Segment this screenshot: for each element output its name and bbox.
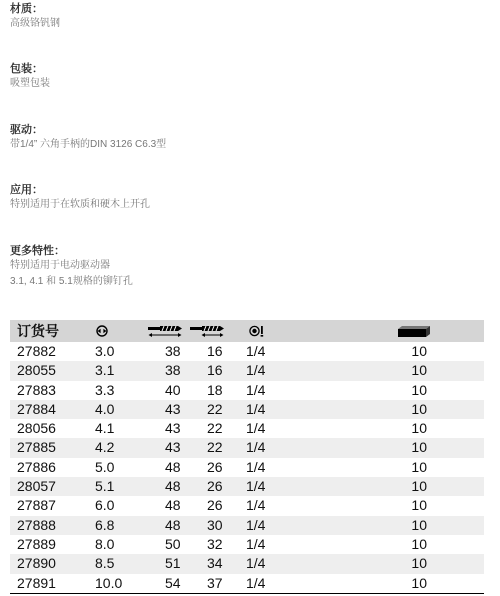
diameter-cell: 5.1	[95, 478, 115, 495]
table-body	[10, 342, 484, 594]
package-quantity-cell: 10	[411, 400, 427, 417]
order-number-cell: 27890	[17, 555, 56, 572]
order-number-cell: 27884	[17, 400, 56, 417]
section-value-feature-1: 特别适用于电动驱动器	[10, 260, 110, 271]
shank-cell: 1/4	[246, 362, 266, 379]
diameter-cell: 3.1	[95, 362, 115, 379]
total-length-cell: 50	[165, 535, 181, 552]
working-length-cell: 22	[207, 420, 223, 437]
section-value-application: 特别适用于在软质和硬木上开孔	[10, 199, 150, 210]
shank-cell: 1/4	[246, 497, 266, 514]
package-quantity-cell: 10	[411, 555, 427, 572]
order-number-cell: 27883	[17, 381, 56, 398]
material-section	[10, 2, 60, 32]
working-length-cell: 26	[207, 458, 223, 475]
order-number-cell: 27889	[17, 535, 56, 552]
working-length-cell: 30	[207, 516, 223, 533]
order-number-cell: 27885	[17, 439, 56, 456]
diameter-cell: 6.8	[95, 516, 115, 533]
order-number-cell: 27888	[17, 516, 56, 533]
table-row	[10, 400, 484, 419]
working-length-cell: 34	[207, 555, 223, 572]
shank-cell: 1/4	[246, 516, 266, 533]
section-value-packaging: 吸塑包装	[10, 78, 50, 89]
drive-section	[10, 123, 166, 153]
shank-cell: 1/4	[246, 535, 266, 552]
working-length-cell: 18	[207, 381, 223, 398]
total-length-cell: 51	[165, 555, 181, 572]
hex-shank-icon	[249, 325, 264, 337]
section-value-material: 高级铬钒钢	[10, 18, 60, 29]
table-row	[10, 458, 484, 477]
diameter-cell: 8.5	[95, 555, 115, 572]
order-number-cell: 27886	[17, 458, 56, 475]
package-quantity-cell: 10	[411, 362, 427, 379]
total-length-cell: 38	[165, 343, 181, 359]
package-quantity-cell: 10	[411, 439, 427, 456]
total-length-cell: 43	[165, 400, 181, 417]
diameter-cell: 4.2	[95, 439, 115, 456]
table-row	[10, 554, 484, 573]
shank-cell: 1/4	[246, 458, 266, 475]
package-quantity-cell: 10	[411, 535, 427, 552]
diameter-cell: 6.0	[95, 497, 115, 514]
table-row	[10, 535, 484, 554]
shank-cell: 1/4	[246, 439, 266, 456]
table-row	[10, 381, 484, 400]
diameter-cell: 3.0	[95, 343, 115, 359]
table-row	[10, 419, 484, 438]
total-length-cell: 40	[165, 381, 181, 398]
shank-cell: 1/4	[246, 400, 266, 417]
more-features-section	[10, 244, 133, 290]
package-quantity-cell: 10	[411, 458, 427, 475]
diameter-cell: 4.0	[95, 400, 115, 417]
table-row	[10, 477, 484, 496]
package-quantity-cell: 10	[411, 478, 427, 495]
drill-working-length-icon	[190, 325, 224, 337]
shank-cell: 1/4	[246, 381, 266, 398]
total-length-cell: 54	[165, 574, 181, 591]
order-number-cell: 28057	[17, 478, 56, 495]
working-length-cell: 16	[207, 362, 223, 379]
package-quantity-cell: 10	[411, 497, 427, 514]
drill-total-length-icon	[148, 325, 182, 337]
working-length-cell: 37	[207, 574, 223, 591]
shank-cell: 1/4	[246, 574, 266, 591]
section-label-drive: 驱动：	[10, 124, 43, 136]
section-value-drive: 带1/4” 六角手柄的DIN 3126 C6.3型	[10, 139, 167, 150]
table-row	[10, 438, 484, 457]
column-header-order-number: 订货号	[17, 323, 59, 339]
package-quantity-cell: 10	[411, 381, 427, 398]
product-table	[10, 320, 484, 594]
application-section	[10, 183, 150, 213]
order-number-cell: 28055	[17, 362, 56, 379]
total-length-cell: 48	[165, 478, 181, 495]
table-row	[10, 516, 484, 535]
table-row	[10, 496, 484, 515]
total-length-cell: 38	[165, 362, 181, 379]
diameter-cell: 4.1	[95, 420, 115, 437]
package-quantity-cell: 10	[411, 574, 427, 591]
shank-cell: 1/4	[246, 555, 266, 572]
diameter-cell: 10.0	[95, 574, 123, 591]
diameter-icon	[96, 325, 108, 337]
packaging-section	[10, 62, 50, 92]
diameter-cell: 5.0	[95, 458, 115, 475]
total-length-cell: 48	[165, 458, 181, 475]
table-row	[10, 574, 484, 593]
order-number-cell: 28056	[17, 420, 56, 437]
working-length-cell: 26	[207, 478, 223, 495]
table-header	[10, 320, 484, 342]
working-length-cell: 22	[207, 400, 223, 417]
order-number-cell: 27891	[17, 574, 56, 591]
order-number-cell: 27882	[17, 343, 56, 359]
section-label-application: 应用：	[10, 184, 43, 196]
working-length-cell: 16	[207, 343, 223, 359]
section-label-material: 材质：	[10, 3, 43, 15]
order-number-cell: 27887	[17, 497, 56, 514]
table-row	[10, 342, 484, 361]
working-length-cell: 32	[207, 535, 223, 552]
section-value-feature-2: 3.1, 4.1 和 5.1规格的铆钉孔	[10, 276, 133, 287]
package-quantity-cell: 10	[411, 516, 427, 533]
total-length-cell: 48	[165, 497, 181, 514]
total-length-cell: 43	[165, 420, 181, 437]
diameter-cell: 8.0	[95, 535, 115, 552]
total-length-cell: 48	[165, 516, 181, 533]
section-label-more-features: 更多特性：	[10, 245, 65, 257]
table-row	[10, 361, 484, 380]
total-length-cell: 43	[165, 439, 181, 456]
shank-cell: 1/4	[246, 478, 266, 495]
shank-cell: 1/4	[246, 343, 266, 359]
working-length-cell: 22	[207, 439, 223, 456]
shank-cell: 1/4	[246, 420, 266, 437]
package-quantity-cell: 10	[411, 343, 427, 359]
section-label-packaging: 包装：	[10, 63, 43, 75]
package-quantity-icon	[398, 325, 430, 337]
package-quantity-cell: 10	[411, 420, 427, 437]
working-length-cell: 26	[207, 497, 223, 514]
diameter-cell: 3.3	[95, 381, 115, 398]
